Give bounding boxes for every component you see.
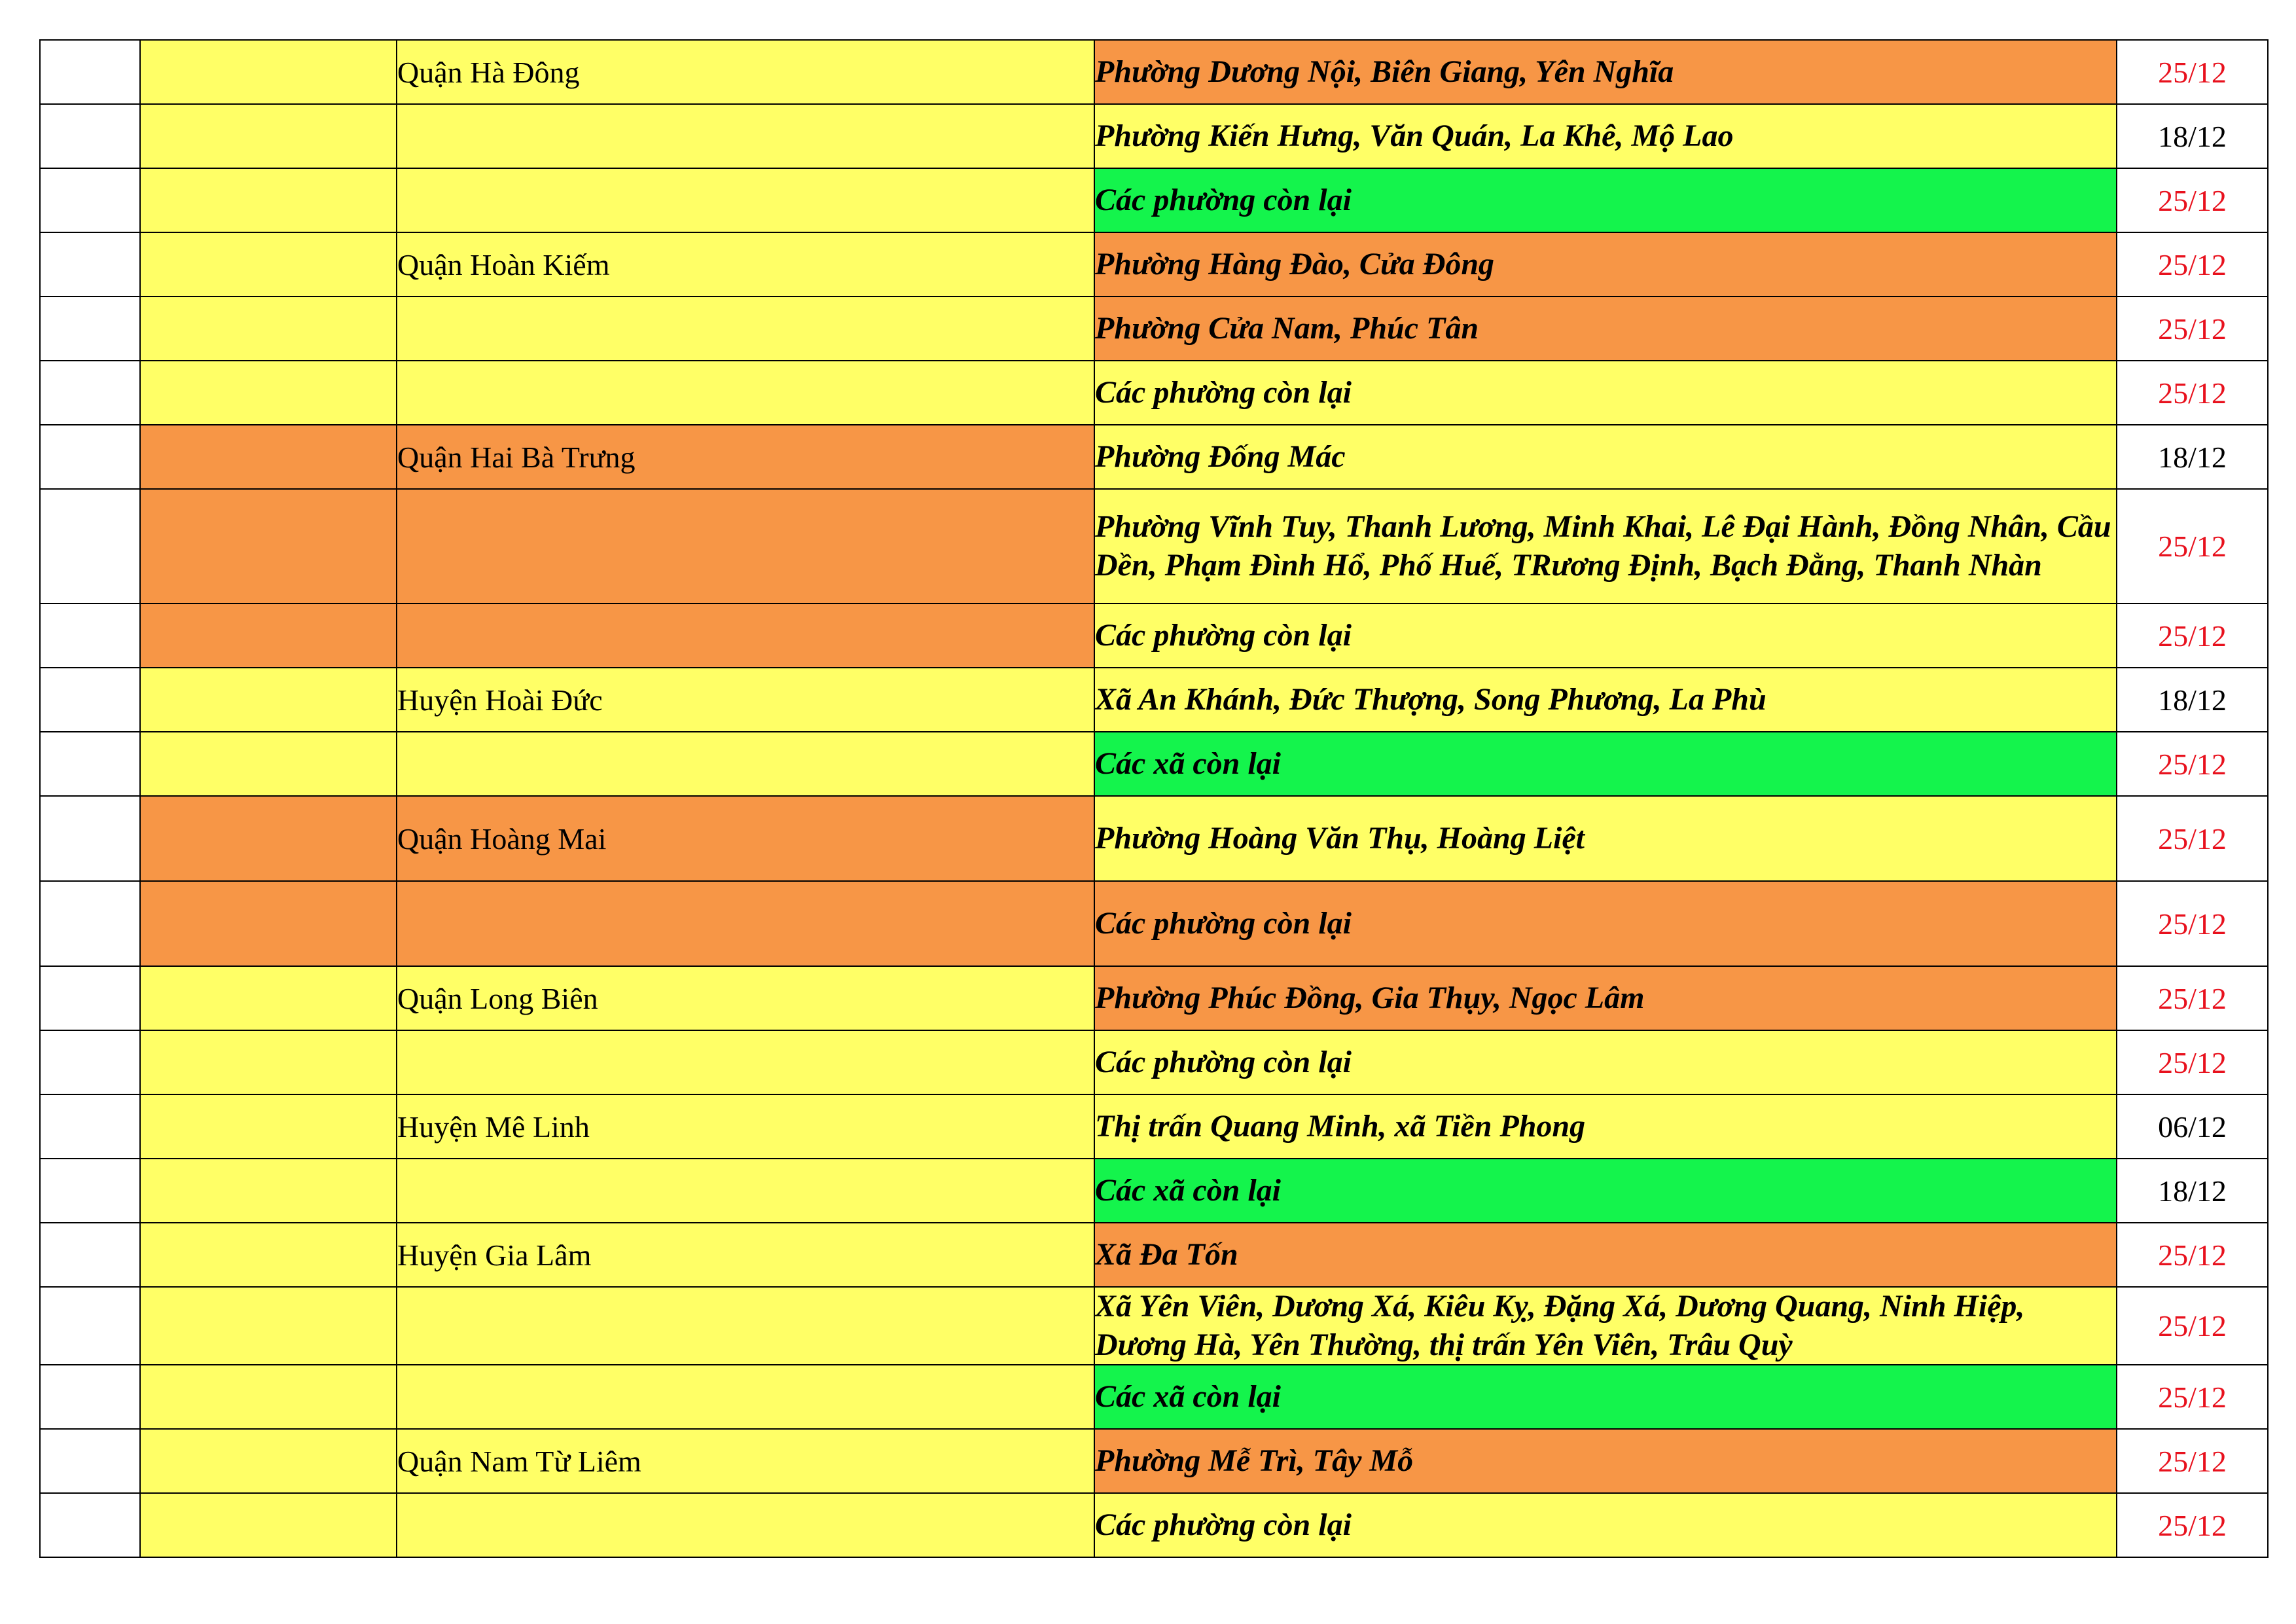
table-row: [40, 232, 2268, 297]
blank-cell: [140, 604, 397, 668]
blank-cell: [140, 1429, 397, 1493]
area-cell: Các phường còn lại: [1094, 361, 2117, 425]
table-row: [40, 1094, 2268, 1159]
index-cell: [40, 1159, 140, 1223]
index-cell: [40, 1493, 140, 1557]
area-cell: Các phường còn lại: [1094, 604, 2117, 668]
blank-cell: [140, 966, 397, 1030]
index-cell: [40, 732, 140, 796]
area-cell: Phường Phúc Đồng, Gia Thụy, Ngọc Lâm: [1094, 966, 2117, 1030]
area-cell: Các phường còn lại: [1094, 168, 2117, 232]
blank-cell: [140, 1223, 397, 1287]
date-cell: 25/12: [2117, 297, 2268, 361]
table-row: [40, 1030, 2268, 1094]
area-cell: Phường Mễ Trì, Tây Mỗ: [1094, 1429, 2117, 1493]
district-cell: [397, 168, 1094, 232]
district-cell: [397, 1287, 1094, 1365]
district-cell: [397, 1159, 1094, 1223]
area-cell: Các phường còn lại: [1094, 1030, 2117, 1094]
date-cell: 25/12: [2117, 489, 2268, 604]
date-cell: 18/12: [2117, 104, 2268, 168]
blank-cell: [140, 1365, 397, 1429]
district-cell: [397, 1493, 1094, 1557]
area-cell: Xã Đa Tốn: [1094, 1223, 2117, 1287]
blank-cell: [140, 297, 397, 361]
district-cell: Huyện Mê Linh: [397, 1094, 1094, 1159]
table-row: [40, 1429, 2268, 1493]
table-row: [40, 881, 2268, 966]
index-cell: [40, 297, 140, 361]
date-cell: 18/12: [2117, 425, 2268, 489]
district-cell: [397, 361, 1094, 425]
area-cell: Xã An Khánh, Đức Thượng, Song Phương, La Phù: [1094, 668, 2117, 732]
schedule-table: [39, 39, 2269, 1558]
table-row: [40, 1223, 2268, 1287]
area-cell: Các phường còn lại: [1094, 1493, 2117, 1557]
table-row: [40, 966, 2268, 1030]
date-cell: 06/12: [2117, 1094, 2268, 1159]
index-cell: [40, 1094, 140, 1159]
schedule-table-body: [40, 40, 2268, 1557]
area-cell: Phường Hoàng Văn Thụ, Hoàng Liệt: [1094, 796, 2117, 881]
area-cell: Các xã còn lại: [1094, 732, 2117, 796]
date-cell: 25/12: [2117, 1365, 2268, 1429]
area-cell: Thị trấn Quang Minh, xã Tiền Phong: [1094, 1094, 2117, 1159]
blank-cell: [140, 1159, 397, 1223]
district-cell: Huyện Hoài Đức: [397, 668, 1094, 732]
table-row: [40, 604, 2268, 668]
table-row: [40, 732, 2268, 796]
area-cell: Phường Đống Mác: [1094, 425, 2117, 489]
area-cell: Xã Yên Viên, Dương Xá, Kiêu Kỵ, Đặng Xá, Dương Quang, Ninh Hiệp, Dương Hà, Yên Thường, thị trấn Yên Viên, Trâu Quỳ: [1094, 1287, 2117, 1365]
blank-cell: [140, 104, 397, 168]
district-cell: [397, 489, 1094, 604]
date-cell: 25/12: [2117, 40, 2268, 104]
table-row: [40, 1365, 2268, 1429]
area-cell: Các xã còn lại: [1094, 1365, 2117, 1429]
index-cell: [40, 796, 140, 881]
area-cell: Phường Vĩnh Tuy, Thanh Lương, Minh Khai, Lê Đại Hành, Đồng Nhân, Cầu Dền, Phạm Đình Hổ, Phố Huế, TRương Định, Bạch Đằng, Thanh Nhàn: [1094, 489, 2117, 604]
area-cell: Các phường còn lại: [1094, 881, 2117, 966]
table-row: [40, 104, 2268, 168]
index-cell: [40, 881, 140, 966]
blank-cell: [140, 168, 397, 232]
index-cell: [40, 232, 140, 297]
index-cell: [40, 168, 140, 232]
table-row: [40, 1493, 2268, 1557]
blank-cell: [140, 668, 397, 732]
index-cell: [40, 361, 140, 425]
area-cell: Các xã còn lại: [1094, 1159, 2117, 1223]
district-cell: [397, 1365, 1094, 1429]
blank-cell: [140, 361, 397, 425]
table-row: [40, 1159, 2268, 1223]
date-cell: 25/12: [2117, 1223, 2268, 1287]
date-cell: 25/12: [2117, 361, 2268, 425]
table-row: [40, 668, 2268, 732]
date-cell: 25/12: [2117, 881, 2268, 966]
index-cell: [40, 1287, 140, 1365]
table-row: [40, 425, 2268, 489]
table-row: [40, 489, 2268, 604]
table-row: [40, 297, 2268, 361]
blank-cell: [140, 425, 397, 489]
district-cell: [397, 297, 1094, 361]
table-row: [40, 40, 2268, 104]
district-cell: [397, 1030, 1094, 1094]
index-cell: [40, 1365, 140, 1429]
index-cell: [40, 604, 140, 668]
blank-cell: [140, 232, 397, 297]
date-cell: 25/12: [2117, 1429, 2268, 1493]
blank-cell: [140, 489, 397, 604]
index-cell: [40, 104, 140, 168]
date-cell: 25/12: [2117, 732, 2268, 796]
date-cell: 25/12: [2117, 1287, 2268, 1365]
district-cell: Huyện Gia Lâm: [397, 1223, 1094, 1287]
index-cell: [40, 40, 140, 104]
date-cell: 25/12: [2117, 604, 2268, 668]
table-row: [40, 796, 2268, 881]
blank-cell: [140, 1493, 397, 1557]
table-row: [40, 168, 2268, 232]
date-cell: 25/12: [2117, 966, 2268, 1030]
district-cell: [397, 104, 1094, 168]
date-cell: 18/12: [2117, 668, 2268, 732]
district-cell: Quận Long Biên: [397, 966, 1094, 1030]
district-cell: Quận Hà Đông: [397, 40, 1094, 104]
table-row: [40, 1287, 2268, 1365]
index-cell: [40, 668, 140, 732]
district-cell: Quận Hoàn Kiếm: [397, 232, 1094, 297]
district-cell: [397, 732, 1094, 796]
index-cell: [40, 1030, 140, 1094]
index-cell: [40, 425, 140, 489]
blank-cell: [140, 796, 397, 881]
date-cell: 25/12: [2117, 232, 2268, 297]
date-cell: 25/12: [2117, 796, 2268, 881]
blank-cell: [140, 1287, 397, 1365]
blank-cell: [140, 732, 397, 796]
date-cell: 25/12: [2117, 1030, 2268, 1094]
area-cell: Phường Dương Nội, Biên Giang, Yên Nghĩa: [1094, 40, 2117, 104]
blank-cell: [140, 1030, 397, 1094]
index-cell: [40, 1223, 140, 1287]
area-cell: Phường Kiến Hưng, Văn Quán, La Khê, Mộ Lao: [1094, 104, 2117, 168]
blank-cell: [140, 881, 397, 966]
index-cell: [40, 489, 140, 604]
index-cell: [40, 1429, 140, 1493]
area-cell: Phường Cửa Nam, Phúc Tân: [1094, 297, 2117, 361]
date-cell: 18/12: [2117, 1159, 2268, 1223]
district-cell: Quận Hoàng Mai: [397, 796, 1094, 881]
district-cell: [397, 604, 1094, 668]
district-cell: [397, 881, 1094, 966]
date-cell: 25/12: [2117, 1493, 2268, 1557]
blank-cell: [140, 1094, 397, 1159]
district-cell: Quận Nam Từ Liêm: [397, 1429, 1094, 1493]
index-cell: [40, 966, 140, 1030]
area-cell: Phường Hàng Đào, Cửa Đông: [1094, 232, 2117, 297]
blank-cell: [140, 40, 397, 104]
date-cell: 25/12: [2117, 168, 2268, 232]
table-row: [40, 361, 2268, 425]
district-cell: Quận Hai Bà Trưng: [397, 425, 1094, 489]
